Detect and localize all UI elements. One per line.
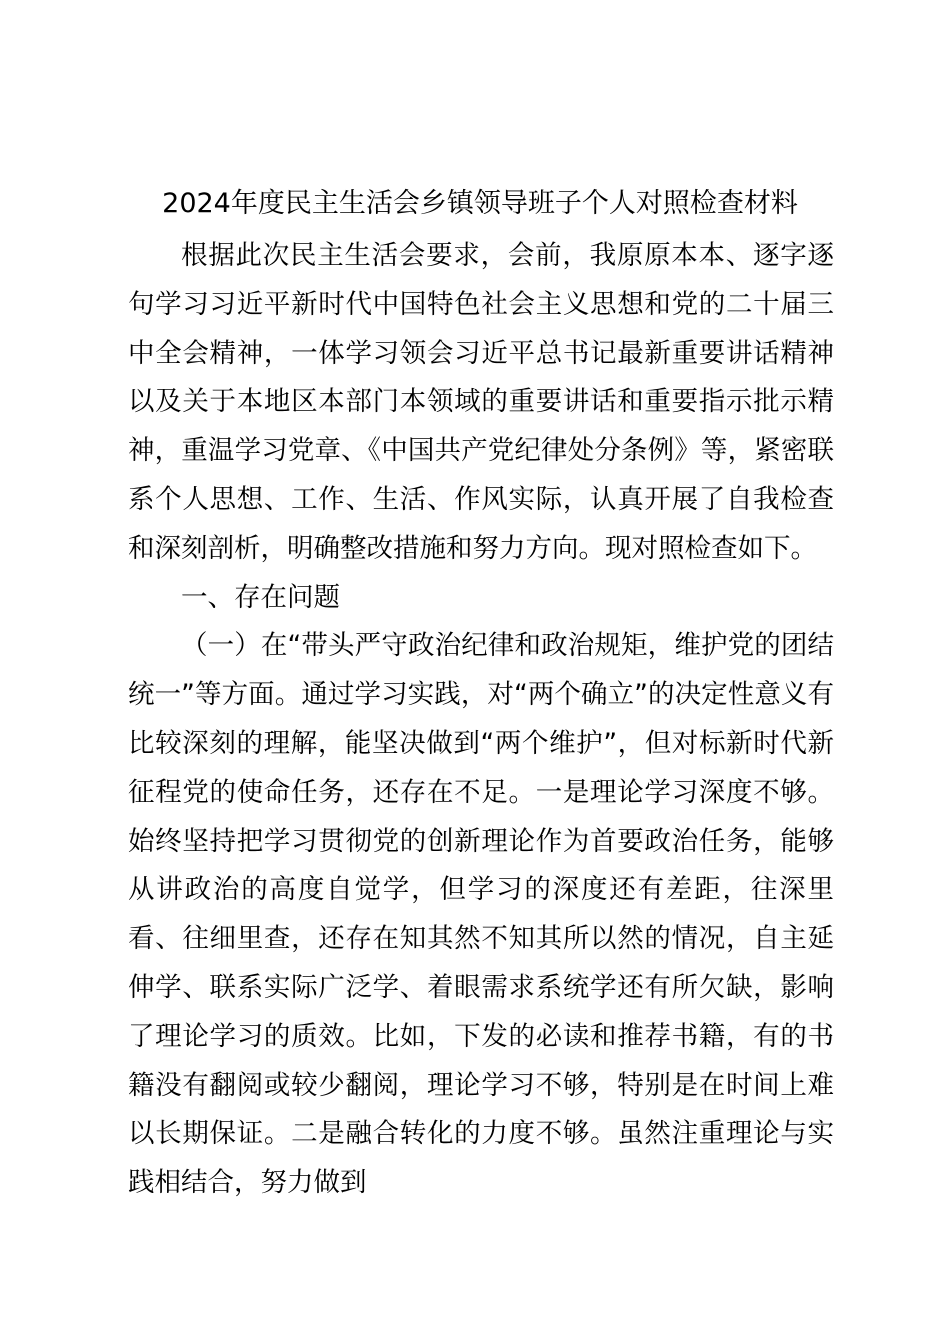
document-title: 2024年度民主生活会乡镇领导班子个人对照检查材料 [162,188,798,219]
section-heading-problems: 一、存在问题 [181,581,340,613]
paragraph-intro: 根据此次民主生活会要求，会前，我原原本本、逐字逐句学习习近平新时代中国特色社会主义思想和党的二十届三中全会精神，一体学习领会习近平总书记最新重要讲话精神以及关于本地区本部门本领域的重要讲话和重要指示批示精神，重温学习党章、《中国共产党纪律处分条例》等，紧密联系个人思想、工作、生活、作风实际，认真开展了自我检查和深刻剖析，明确整改措施和努力方向。现对照检查如下。 [128,240,834,564]
paragraph-political-discipline: （一）在“带头严守政治纪律和政治规矩，维护党的团结统一”等方面。通过学习实践，对“两个确立”的决定性意义有比较深刻的理解，能坚决做到“两个维护”，但对标新时代新征程党的使命任务，还存在不足。一是理论学习深度不够。始终坚持把学习贯彻党的创新理论作为首要政治任务，能够从讲政治的高度自觉学，但学习的深度还有差距，往深里看、往细里查，还存在知其然不知其所以然的情况，自主延伸学、联系实际广泛学、着眼需求系统学还有所欠缺，影响了理论学习的质效。比如，下发的必读和推荐书籍，有的书籍没有翻阅或较少翻阅，理论学习不够，特别是在时间上难以长期保证。二是融合转化的力度不够。虽然注重理论与实践相结合，努力做到 [128,630,834,1199]
document-body [128,232,834,1208]
